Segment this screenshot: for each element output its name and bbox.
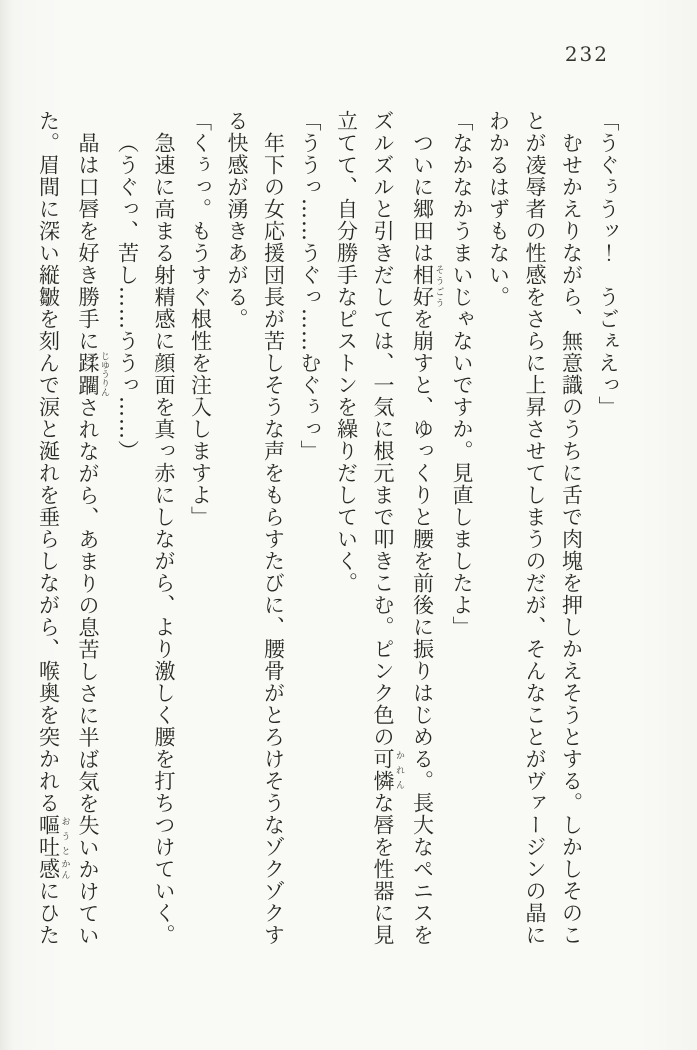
text-line-13: 急速に高まる射精感に顔面を真っ赤にしながら、より激しく腰を打ちつけていく。 — [152, 132, 176, 946]
text-line-4: わかるはずもない。 — [486, 110, 511, 308]
text-line-2: むせかえりながら、無意識のうちに舌で肉塊を押しかえそうとする。しかしそのこ — [559, 132, 584, 946]
furigana-reading: かれん — [394, 748, 404, 792]
furigana-reading: おうと — [59, 814, 70, 858]
text-line-12: 「くぅっ。もうすぐ根性を注入しますよ」 — [188, 110, 213, 528]
text-line-16: た。眉間に深い縦皺を刻んで涙と涎れを垂らしながら、喉奥を突かれる嘔吐 おうと感 かんにひた — [36, 110, 70, 946]
text-line-5: 「なかなかうまいじゃないですか。見直しましたよ」 — [450, 110, 474, 638]
text-line-15: 晶は口唇を好き勝手に蹂躙 じゆうりんされながら、あまりの息苦しさに半ば気を失いかけてい — [76, 132, 109, 947]
text-line-10: 年下の女応援団長が苦しそうな声をもらすたびに、腰骨がとろけそうなゾクゾクす — [261, 132, 286, 946]
furigana-base: 感 かん — [36, 858, 70, 880]
furigana-reading: かん — [59, 858, 70, 880]
text-line-11: る快感が湧きあがる。 — [225, 110, 249, 330]
page-number: 232 — [564, 42, 609, 66]
text-line-1: 「うぐぅうッ！ うごぇえっ」 — [596, 110, 620, 418]
text-line-7: ズルズルと引きだしては、一気に根元まで叩きこむ。ピンク色の可憐 かれんな唇を性器に見 — [371, 110, 404, 946]
furigana-base: 可憐 かれん — [371, 748, 404, 792]
text-line-9: 「ううっ……うぐっ……むぐぅっ」 — [298, 110, 322, 462]
furigana-base: 蹂躙 じゆうりん — [76, 351, 109, 397]
text-line-8: 立てて、自分勝手なピストンを繰りだしていく。 — [334, 110, 359, 594]
text-line-3: とが凌辱者の性感をさらに上昇させてしまうのだが、そんなことがヴァージンの晶に — [523, 110, 547, 946]
text-line-14: （うぐっ、苦し……ううっ……） — [115, 132, 140, 462]
furigana-reading: じゆうりん — [99, 351, 109, 397]
furigana-base: 相好 そうごう — [410, 264, 444, 308]
furigana-reading: そうごう — [433, 264, 444, 308]
vertical-text-area — [30, 110, 626, 952]
text-line-6: ついに郷田は相好 そうごうを崩すと、ゆっくりと腰を前後に振りはじめる。長大なペニスを — [410, 132, 444, 946]
furigana-base: 嘔吐 おうと — [36, 814, 70, 858]
